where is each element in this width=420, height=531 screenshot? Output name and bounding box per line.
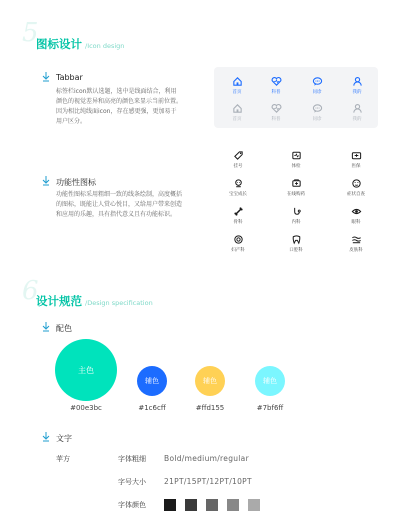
tabbar-preview: [214, 67, 378, 128]
functional-icon-item[interactable]: [336, 234, 376, 253]
home-icon: [232, 103, 243, 114]
font-size-value: 21PT/15PT/12PT/10PT: [164, 477, 252, 486]
font-name: 苹方: [56, 455, 70, 463]
font-size-label: 字号大小: [118, 478, 146, 486]
pin-icon: [42, 176, 50, 186]
color-role-label: 辅色: [145, 377, 159, 385]
tabbar-heading: Tabbar: [56, 73, 83, 82]
functional-icon-label: 口腔科: [289, 248, 303, 253]
functional-icon-label: 在线购药: [287, 192, 305, 197]
functional-icon-label: 医保: [351, 164, 361, 169]
functional-icons-grid: [214, 150, 378, 260]
tabbar-description: 标签栏icon默认选题，选中是线面结合，利用颜色的视觉差异和高亮的颜色来显示当前位置。因为相比纯线面icon，存在感更强，更加易于用户区分。: [56, 88, 183, 125]
color-swatch-circle: [255, 366, 285, 396]
internal-icon: [291, 206, 302, 217]
functional-icon-label: 妇产科: [231, 248, 245, 253]
section-number: 5: [22, 18, 39, 48]
functional-icon-label: 骨科: [233, 220, 243, 225]
baby-icon: [233, 178, 244, 189]
functional-icon-label: 宝宝成长: [229, 192, 247, 197]
eye-icon: [351, 206, 362, 217]
functional-icon-item[interactable]: [336, 150, 376, 169]
tab-inactive-0[interactable]: [222, 103, 252, 122]
color-role-label: 主色: [78, 365, 94, 375]
functional-icon-item[interactable]: [218, 150, 258, 169]
tab-inactive-2[interactable]: [302, 103, 332, 122]
home-icon: [232, 76, 243, 87]
section-title-text: 图标设计: [36, 37, 82, 51]
font-weight-label: 字体粗细: [118, 455, 146, 463]
pharmacy-icon: [291, 178, 302, 189]
color-hex-label: #7bf6ff: [256, 404, 284, 412]
functional-icon-label: 内科: [291, 220, 301, 225]
color-swatch-circle: [55, 339, 117, 401]
text-color-swatch: [248, 499, 260, 511]
text-color-swatch: [206, 499, 218, 511]
functional-icons-heading: 功能性图标: [56, 178, 96, 187]
functional-icon-item[interactable]: [276, 150, 316, 169]
functional-icon-label: 皮肤科: [349, 248, 363, 253]
checkup-icon: [291, 150, 302, 161]
tab-active-1[interactable]: [261, 76, 291, 95]
color-swatch-circle: [195, 366, 225, 396]
pin-icon: [42, 322, 50, 332]
tab-label: 我的: [352, 117, 362, 122]
skin-icon: [351, 234, 362, 245]
tag-icon: [233, 150, 244, 161]
chat-icon: [312, 103, 323, 114]
heart-icon: [271, 103, 282, 114]
functional-icon-item[interactable]: [276, 206, 316, 225]
text-color-swatch: [185, 499, 197, 511]
text-heading: 文字: [56, 434, 72, 443]
tab-active-0[interactable]: [222, 76, 252, 95]
functional-icon-label: 挂号: [233, 164, 243, 169]
functional-icons-description: 功能性图标采用粗细一致的线条绘制，高度概括的图标，既能让人赏心悦目，又给用户带来创造和应用的乐趣，具有指代意义且有功能标识。: [56, 191, 183, 218]
tab-label: 科普: [271, 90, 281, 95]
color-role-label: 辅色: [263, 377, 277, 385]
tab-label: 科普: [271, 117, 281, 122]
color-hex-label: #1c6cff: [138, 404, 166, 412]
section-title-text: 设计规范: [36, 294, 82, 308]
section-subtitle: /Icon design: [85, 42, 125, 50]
user-icon: [352, 76, 363, 87]
functional-icon-label: 症状自查: [347, 192, 365, 197]
medical-insurance-icon: [351, 150, 362, 161]
tab-label: 问诊: [312, 90, 322, 95]
heart-icon: [271, 76, 282, 87]
tab-label: 首页: [232, 117, 242, 122]
gynecology-icon: [233, 234, 244, 245]
font-color-label: 字体颜色: [118, 501, 146, 509]
color-hex-label: #ffd155: [195, 404, 225, 412]
color-role-label: 辅色: [203, 377, 217, 385]
tab-active-3[interactable]: [342, 76, 372, 95]
tab-inactive-1[interactable]: [261, 103, 291, 122]
colors-heading: 配色: [56, 324, 72, 333]
color-swatch-circle: [137, 366, 167, 396]
tab-active-2[interactable]: [302, 76, 332, 95]
color-hex-label: #00e3bc: [70, 404, 102, 412]
functional-icon-label: 体检: [291, 164, 301, 169]
section-title: [36, 36, 124, 52]
section-title: [36, 293, 153, 309]
chat-icon: [312, 76, 323, 87]
user-icon: [352, 103, 363, 114]
functional-icon-label: 眼科: [351, 220, 361, 225]
symptom-icon: [351, 178, 362, 189]
functional-icon-item[interactable]: [218, 234, 258, 253]
tab-label: 问诊: [312, 117, 322, 122]
section-number: 6: [22, 276, 39, 306]
functional-icon-item[interactable]: [276, 178, 316, 197]
functional-icon-item[interactable]: [218, 206, 258, 225]
tab-inactive-3[interactable]: [342, 103, 372, 122]
font-weight-value: Bold/medium/regular: [164, 454, 249, 463]
section-subtitle: /Design specification: [85, 299, 153, 307]
tab-label: 首页: [232, 90, 242, 95]
tab-label: 我的: [352, 90, 362, 95]
functional-icon-item[interactable]: [336, 178, 376, 197]
bone-icon: [233, 206, 244, 217]
pin-icon: [42, 432, 50, 442]
functional-icon-item[interactable]: [218, 178, 258, 197]
text-color-swatch: [164, 499, 176, 511]
tooth-icon: [291, 234, 302, 245]
text-color-swatch: [227, 499, 239, 511]
functional-icon-item[interactable]: [336, 206, 376, 225]
functional-icon-item[interactable]: [276, 234, 316, 253]
pin-icon: [42, 72, 50, 82]
